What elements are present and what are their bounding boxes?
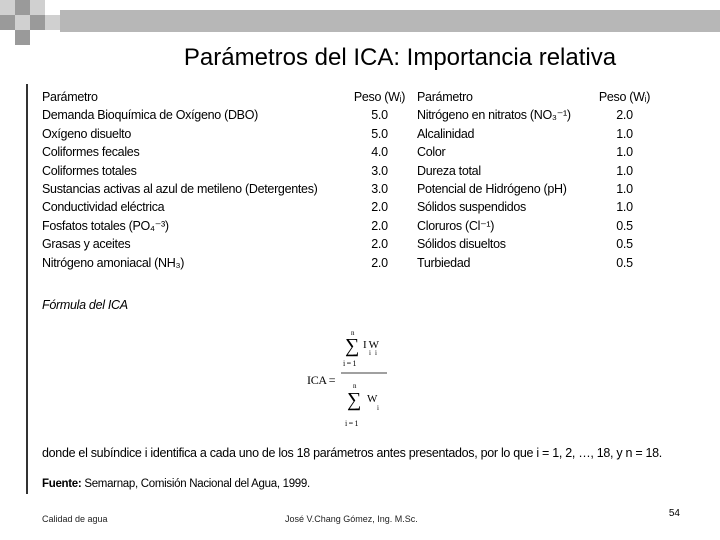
param-name: Alcalinidad [417, 126, 475, 141]
param-name: Sólidos disueltos [417, 237, 506, 252]
header-weight-2: Peso (Wᵢ) [598, 90, 651, 104]
ica-formula [307, 326, 427, 436]
formula-numerator: I W [363, 339, 379, 351]
parameters-table [42, 88, 652, 272]
header-weight-1: Peso (Wᵢ) [353, 90, 406, 104]
table-row [42, 125, 652, 143]
param-weight: 5.0 [371, 108, 388, 123]
source-citation [42, 478, 310, 490]
table-row [42, 254, 652, 272]
table-row [42, 198, 652, 216]
slide-content [42, 88, 682, 490]
param-weight: 2.0 [371, 237, 388, 252]
param-weight: 5.0 [371, 126, 388, 141]
formula-lower-limit-den: i = 1 [345, 419, 359, 428]
param-name: Potencial de Hidrógeno (pH) [417, 182, 567, 197]
table-row [42, 162, 652, 180]
param-weight: 0.5 [616, 255, 633, 270]
header-param-2: Parámetro [417, 90, 473, 104]
param-name: Color [417, 145, 446, 160]
param-name: Sustancias activas al azul de metileno (Detergentes) [42, 182, 318, 197]
formula-upper-limit-num: n [351, 329, 355, 337]
param-name: Turbiedad [417, 255, 471, 270]
slide-title: Parámetros del ICA: Importancia relativa [183, 44, 617, 71]
formula-denominator: W [367, 393, 378, 405]
param-weight: 1.0 [616, 200, 633, 215]
source-text: Semarnap, Comisión Nacional del Agua, 1999. [84, 478, 310, 490]
table-row [42, 106, 652, 124]
formula-upper-limit-den: n [353, 382, 357, 390]
param-name: Grasas y aceites [42, 237, 131, 252]
footer-author: José V.Chang Gómez, Ing. M.Sc. [285, 514, 418, 524]
param-name: Sólidos suspendidos [417, 200, 526, 215]
table-header-row [42, 88, 652, 106]
formula-sigma-den: ∑ [347, 389, 361, 411]
source-label: Fuente: [42, 478, 82, 490]
param-name: Dureza total [417, 163, 481, 178]
param-weight: 1.0 [616, 145, 633, 160]
vertical-rule [26, 84, 28, 494]
param-weight: 1.0 [616, 126, 633, 141]
page-number: 54 [668, 508, 680, 519]
param-name: Demanda Bioquímica de Oxígeno (DBO) [42, 108, 258, 123]
formula-sigma-num: ∑ [345, 335, 359, 357]
param-name: Nitrógeno amoniacal (NH₃) [42, 255, 185, 270]
param-name: Fosfatos totales (PO₄⁻³) [42, 218, 169, 233]
param-weight: 3.0 [371, 163, 388, 178]
param-weight: 0.5 [616, 218, 633, 233]
formula-lower-limit-num: i = 1 [343, 359, 357, 368]
param-weight: 1.0 [616, 163, 633, 178]
table-row [42, 143, 652, 161]
param-weight: 0.5 [616, 237, 633, 252]
param-name: Coliformes totales [42, 163, 137, 178]
param-name: Cloruros (Cl⁻¹) [417, 218, 495, 233]
param-weight: 2.0 [616, 108, 633, 123]
param-name: Nitrógeno en nitratos (NO₃⁻¹) [417, 108, 571, 123]
param-weight: 1.0 [616, 182, 633, 197]
header-bar [60, 10, 720, 32]
formula-lhs: ICA = [307, 373, 336, 387]
table-row [42, 217, 652, 235]
formula-note: donde el subíndice i identifica a cada uno de los 18 parámetros antes presentados, por lo que i = 1, 2, …, 18, y n = 18. [42, 446, 662, 460]
decorative-squares [0, 0, 60, 45]
param-name: Oxígeno disuelto [42, 126, 132, 141]
formula-numerator-sub: i i [369, 349, 377, 357]
param-weight: 4.0 [371, 145, 388, 160]
param-name: Coliformes fecales [42, 145, 140, 160]
param-weight: 2.0 [371, 200, 388, 215]
param-name: Conductividad eléctrica [42, 200, 165, 215]
footer-left: Calidad de agua [42, 514, 108, 524]
formula-label: Fórmula del ICA [42, 298, 128, 312]
param-weight: 3.0 [371, 182, 388, 197]
header-param-1: Parámetro [42, 90, 98, 104]
param-weight: 2.0 [371, 255, 388, 270]
param-weight: 2.0 [371, 218, 388, 233]
table-row [42, 180, 652, 198]
table-row [42, 235, 652, 253]
formula-denominator-sub: i [377, 404, 379, 412]
